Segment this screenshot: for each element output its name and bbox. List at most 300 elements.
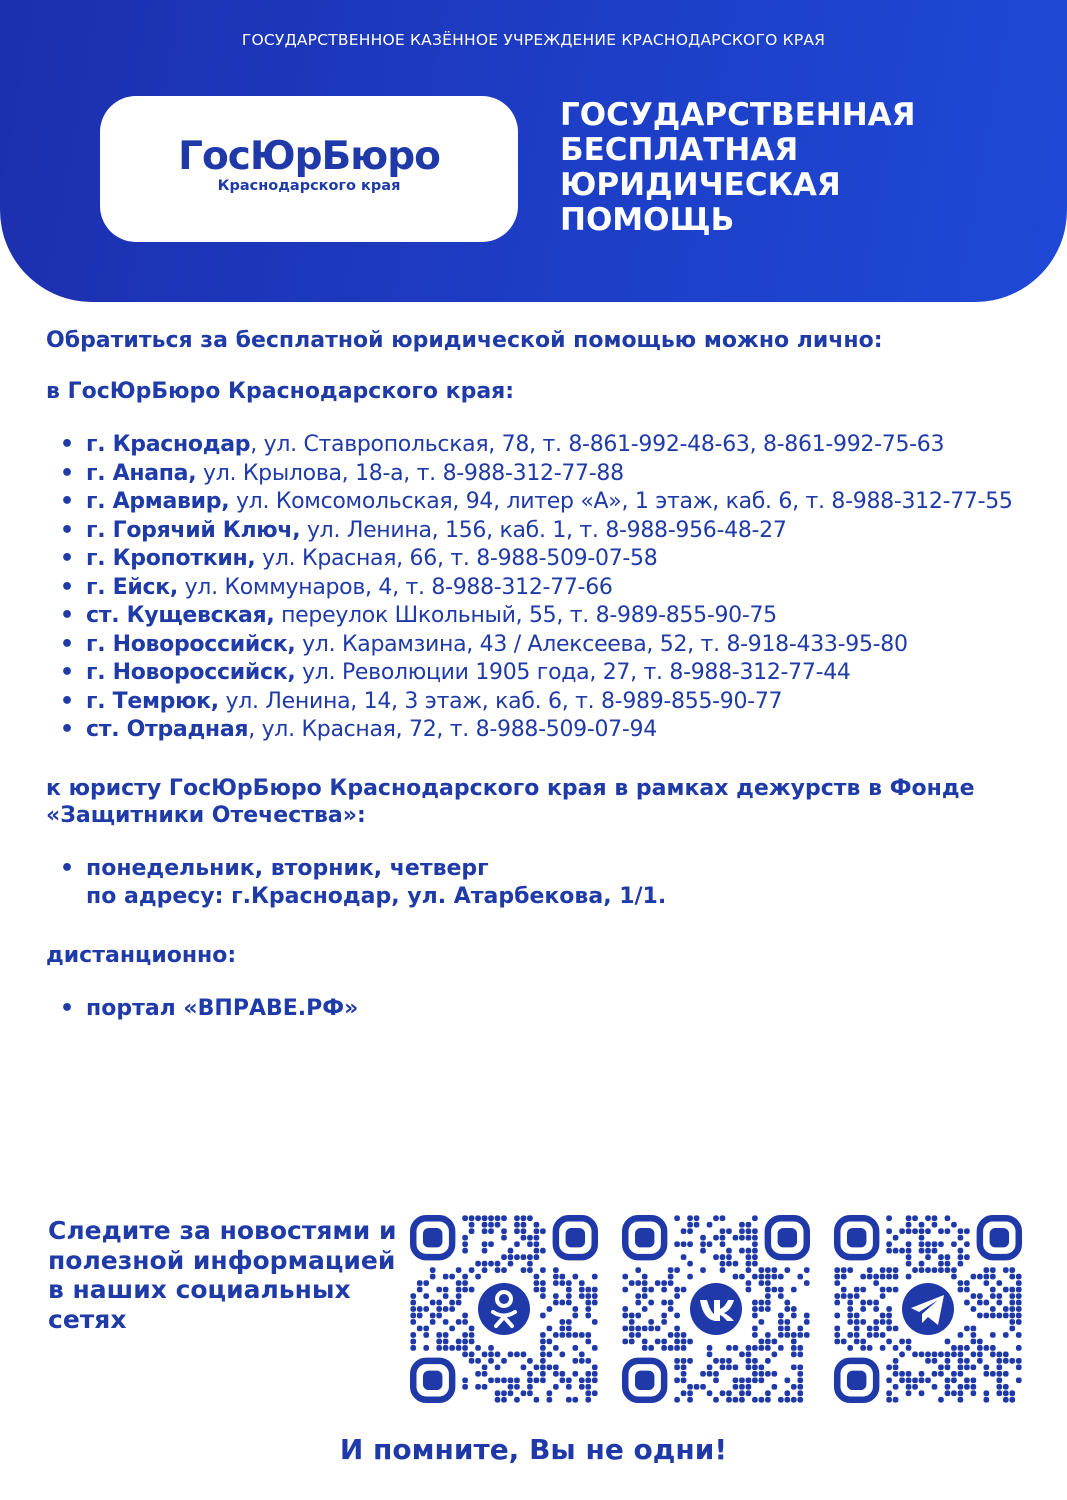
- qr-module: [668, 1306, 674, 1312]
- qr-module: [495, 1397, 501, 1403]
- qr-module: [469, 1215, 475, 1221]
- qr-module: [687, 1397, 693, 1403]
- qr-module: [860, 1319, 866, 1325]
- qr-telegram[interactable]: [834, 1215, 1022, 1403]
- qr-module: [925, 1352, 931, 1358]
- qr-module: [488, 1241, 494, 1247]
- qr-module: [925, 1248, 931, 1254]
- qr-module: [925, 1358, 931, 1364]
- qr-module: [674, 1293, 680, 1299]
- qr-module: [456, 1300, 462, 1306]
- qr-code: [834, 1215, 1022, 1403]
- qr-module: [945, 1365, 951, 1371]
- qr-module: [687, 1390, 693, 1396]
- qr-module: [475, 1371, 481, 1377]
- qr-module: [488, 1377, 494, 1383]
- qr-module: [553, 1293, 559, 1299]
- qr-module: [674, 1332, 680, 1338]
- qr-module: [739, 1274, 745, 1280]
- qr-module: [681, 1371, 687, 1377]
- qr-module: [847, 1313, 853, 1319]
- qr-module: [854, 1339, 860, 1345]
- main-content: [46, 327, 1036, 1053]
- qr-module: [713, 1254, 719, 1260]
- qr-module: [592, 1319, 598, 1325]
- office-city: г. Армавир,: [86, 489, 230, 514]
- qr-module: [713, 1235, 719, 1241]
- qr-module: [534, 1280, 540, 1286]
- qr-module: [951, 1274, 957, 1280]
- qr-module: [1016, 1358, 1022, 1364]
- qr-module: [759, 1365, 765, 1371]
- qr-module: [674, 1241, 680, 1247]
- qr-finder-eye: [423, 1371, 442, 1390]
- qr-module: [648, 1345, 654, 1351]
- qr-module: [508, 1384, 514, 1390]
- qr-finder-eye: [635, 1228, 654, 1247]
- qr-module: [661, 1300, 667, 1306]
- qr-module: [540, 1228, 546, 1234]
- qr-module: [681, 1345, 687, 1351]
- qr-module: [873, 1274, 879, 1280]
- qr-module: [661, 1287, 667, 1293]
- qr-module: [746, 1235, 752, 1241]
- qr-module: [423, 1332, 429, 1338]
- qr-module: [681, 1365, 687, 1371]
- qr-module: [501, 1390, 507, 1396]
- qr-module: [772, 1371, 778, 1377]
- qr-module: [560, 1377, 566, 1383]
- qr-module: [482, 1228, 488, 1234]
- qr-module: [449, 1274, 455, 1280]
- qr-module: [919, 1390, 925, 1396]
- office-city: г. Темрюк,: [86, 688, 219, 714]
- qr-module: [932, 1358, 938, 1364]
- qr-module: [880, 1332, 886, 1338]
- qr-module: [540, 1345, 546, 1351]
- qr-module: [488, 1352, 494, 1358]
- qr-module: [746, 1228, 752, 1234]
- office-details: , ул. Красная, 72, т. 8-988-509-07-94: [248, 717, 657, 742]
- qr-module: [592, 1300, 598, 1306]
- qr-module: [668, 1345, 674, 1351]
- qr-module: [579, 1352, 585, 1358]
- qr-module: [726, 1345, 732, 1351]
- qr-module: [560, 1371, 566, 1377]
- qr-module: [430, 1267, 436, 1273]
- qr-module: [984, 1280, 990, 1286]
- qr-module: [720, 1358, 726, 1364]
- qr-module: [449, 1345, 455, 1351]
- qr-module: [797, 1390, 803, 1396]
- qr-module: [648, 1287, 654, 1293]
- office-item: [46, 631, 1036, 660]
- qr-module: [560, 1319, 566, 1325]
- qr-module: [834, 1339, 840, 1345]
- qr-module: [847, 1306, 853, 1312]
- qr-module: [462, 1384, 468, 1390]
- qr-module: [707, 1345, 713, 1351]
- qr-module: [700, 1371, 706, 1377]
- qr-module: [925, 1267, 931, 1273]
- qr-module: [560, 1326, 566, 1332]
- qr-module: [990, 1313, 996, 1319]
- qr-module: [534, 1274, 540, 1280]
- qr-module: [585, 1371, 591, 1377]
- qr-module: [540, 1287, 546, 1293]
- qr-module: [867, 1300, 873, 1306]
- qr-module: [886, 1215, 892, 1221]
- qr-module: [534, 1365, 540, 1371]
- qr-module: [495, 1377, 501, 1383]
- qr-module: [919, 1261, 925, 1267]
- qr-module: [1009, 1397, 1015, 1403]
- qr-module: [635, 1326, 641, 1332]
- qr-module: [508, 1352, 514, 1358]
- qr-module: [778, 1397, 784, 1403]
- qr-module: [1016, 1300, 1022, 1306]
- qr-module: [462, 1241, 468, 1247]
- qr-module: [784, 1267, 790, 1273]
- qr-module: [720, 1241, 726, 1247]
- qr-module: [919, 1241, 925, 1247]
- qr-module: [906, 1339, 912, 1345]
- qr-module: [990, 1287, 996, 1293]
- qr-module: [1009, 1287, 1015, 1293]
- qr-module: [668, 1274, 674, 1280]
- qr-module: [873, 1319, 879, 1325]
- qr-module: [938, 1371, 944, 1377]
- qr-module: [990, 1306, 996, 1312]
- qr-module: [1009, 1358, 1015, 1364]
- qr-module: [462, 1313, 468, 1319]
- qr-module: [707, 1371, 713, 1377]
- qr-module: [423, 1293, 429, 1299]
- qr-module: [886, 1267, 892, 1273]
- qr-module: [527, 1358, 533, 1364]
- qr-module: [534, 1241, 540, 1247]
- qr-module: [585, 1377, 591, 1383]
- qr-module: [495, 1222, 501, 1228]
- follow-text: Следите за новостями и полезной информацией в наших социальных сетях: [48, 1216, 397, 1334]
- qr-odnoklassniki[interactable]: [410, 1215, 598, 1403]
- telegram-icon: [898, 1279, 958, 1339]
- qr-module: [410, 1300, 416, 1306]
- qr-module: [508, 1390, 514, 1396]
- qr-module: [971, 1390, 977, 1396]
- qr-module: [765, 1280, 771, 1286]
- qr-module: [996, 1280, 1002, 1286]
- qr-module: [854, 1293, 860, 1299]
- qr-module: [752, 1397, 758, 1403]
- qr-module: [971, 1339, 977, 1345]
- qr-module: [733, 1397, 739, 1403]
- qr-module: [1003, 1390, 1009, 1396]
- qr-module: [462, 1248, 468, 1254]
- qr-module: [867, 1274, 873, 1280]
- qr-module: [572, 1332, 578, 1338]
- qr-module: [585, 1390, 591, 1396]
- footer-slogan: И помните, Вы не одни!: [339, 1433, 728, 1466]
- qr-module: [495, 1390, 501, 1396]
- qr-module: [475, 1274, 481, 1280]
- qr-module: [482, 1215, 488, 1221]
- qr-module: [860, 1287, 866, 1293]
- qr-module: [635, 1267, 641, 1273]
- qr-module: [443, 1293, 449, 1299]
- qr-module: [804, 1313, 810, 1319]
- qr-module: [938, 1261, 944, 1267]
- qr-module: [958, 1254, 964, 1260]
- qr-module: [449, 1326, 455, 1332]
- qr-module: [919, 1222, 925, 1228]
- qr-module: [622, 1306, 628, 1312]
- qr-module: [642, 1326, 648, 1332]
- qr-module: [765, 1390, 771, 1396]
- qr-module: [547, 1365, 553, 1371]
- qr-module: [873, 1326, 879, 1332]
- qr-module: [443, 1319, 449, 1325]
- qr-finder-eye: [847, 1371, 866, 1390]
- qr-module: [642, 1306, 648, 1312]
- qr-module: [674, 1339, 680, 1345]
- qr-module: [886, 1241, 892, 1247]
- qr-module: [958, 1261, 964, 1267]
- qr-module: [880, 1319, 886, 1325]
- qr-module: [752, 1241, 758, 1247]
- qr-module: [553, 1332, 559, 1338]
- bureau-heading: в ГосЮрБюро Краснодарского края:: [46, 379, 515, 404]
- qr-module: [733, 1377, 739, 1383]
- qr-module: [765, 1306, 771, 1312]
- qr-module: [765, 1287, 771, 1293]
- qr-module: [746, 1280, 752, 1286]
- qr-module: [765, 1397, 771, 1403]
- qr-module: [752, 1358, 758, 1364]
- qr-module: [469, 1358, 475, 1364]
- qr-module: [553, 1267, 559, 1273]
- qr-module: [951, 1267, 957, 1273]
- qr-module: [681, 1358, 687, 1364]
- office-city: г. Новороссийск,: [86, 660, 296, 685]
- qr-module: [752, 1235, 758, 1241]
- qr-module: [977, 1313, 983, 1319]
- qr-module: [501, 1254, 507, 1260]
- qr-module: [906, 1261, 912, 1267]
- qr-module: [720, 1267, 726, 1273]
- qr-module: [482, 1352, 488, 1358]
- office-details: ул. Комсомольская, 94, литер «А», 1 этаж, каб. 6, т. 8-988-312-77-55: [229, 489, 1013, 514]
- qr-module: [707, 1390, 713, 1396]
- qr-module: [938, 1254, 944, 1260]
- qr-module: [694, 1222, 700, 1228]
- qr-module: [1016, 1365, 1022, 1371]
- qr-module: [899, 1248, 905, 1254]
- qr-module: [958, 1287, 964, 1293]
- qr-module: [687, 1261, 693, 1267]
- qr-module: [585, 1300, 591, 1306]
- qr-module: [592, 1390, 598, 1396]
- qr-module: [791, 1365, 797, 1371]
- qr-module: [759, 1274, 765, 1280]
- qr-module: [1003, 1332, 1009, 1338]
- qr-module: [566, 1326, 572, 1332]
- qr-module: [540, 1377, 546, 1383]
- qr-module: [482, 1384, 488, 1390]
- qr-vkontakte[interactable]: [622, 1215, 810, 1403]
- qr-module: [436, 1300, 442, 1306]
- header-title: [560, 98, 1060, 238]
- office-city: ст. Кущевская,: [86, 603, 275, 628]
- qr-module: [482, 1261, 488, 1267]
- qr-module: [700, 1384, 706, 1390]
- qr-module: [674, 1313, 680, 1319]
- qr-module: [521, 1390, 527, 1396]
- qr-module: [1003, 1352, 1009, 1358]
- qr-module: [726, 1254, 732, 1260]
- qr-module: [436, 1313, 442, 1319]
- qr-module: [547, 1352, 553, 1358]
- qr-module: [964, 1358, 970, 1364]
- qr-module: [971, 1306, 977, 1312]
- qr-module: [720, 1390, 726, 1396]
- qr-module: [971, 1352, 977, 1358]
- qr-finder-eye: [990, 1228, 1009, 1247]
- duty-days: понедельник, вторник, четверг: [86, 855, 489, 881]
- qr-module: [726, 1228, 732, 1234]
- qr-module: [893, 1248, 899, 1254]
- odnoklassniki-icon: [474, 1279, 534, 1339]
- qr-module: [629, 1332, 635, 1338]
- qr-module: [977, 1345, 983, 1351]
- qr-module: [752, 1274, 758, 1280]
- qr-module: [765, 1300, 771, 1306]
- qr-module: [906, 1228, 912, 1234]
- qr-module: [482, 1365, 488, 1371]
- qr-module: [1003, 1358, 1009, 1364]
- qr-module: [873, 1306, 879, 1312]
- qr-finder-eye: [778, 1228, 797, 1247]
- qr-module: [867, 1267, 873, 1273]
- qr-module: [759, 1345, 765, 1351]
- qr-module: [635, 1293, 641, 1299]
- qr-module: [971, 1365, 977, 1371]
- qr-module: [566, 1319, 572, 1325]
- vk-icon: [686, 1279, 746, 1339]
- qr-module: [495, 1261, 501, 1267]
- qr-module: [674, 1267, 680, 1273]
- qr-module: [797, 1377, 803, 1383]
- qr-module: [681, 1287, 687, 1293]
- qr-module: [834, 1326, 840, 1332]
- qr-module: [488, 1261, 494, 1267]
- qr-module: [739, 1384, 745, 1390]
- qr-module: [778, 1319, 784, 1325]
- qr-module: [592, 1377, 598, 1383]
- qr-module: [746, 1222, 752, 1228]
- office-item: [46, 688, 1036, 717]
- qr-module: [841, 1287, 847, 1293]
- qr-module: [804, 1332, 810, 1338]
- qr-module: [733, 1235, 739, 1241]
- qr-module: [566, 1377, 572, 1383]
- qr-module: [443, 1332, 449, 1338]
- qr-module: [553, 1384, 559, 1390]
- qr-module: [521, 1222, 527, 1228]
- qr-module: [1003, 1371, 1009, 1377]
- qr-module: [410, 1339, 416, 1345]
- qr-module: [501, 1235, 507, 1241]
- qr-module: [899, 1228, 905, 1234]
- qr-module: [482, 1371, 488, 1377]
- qr-module: [553, 1345, 559, 1351]
- qr-module: [668, 1332, 674, 1338]
- qr-module: [945, 1261, 951, 1267]
- qr-module: [739, 1248, 745, 1254]
- qr-module: [687, 1358, 693, 1364]
- qr-module: [560, 1280, 566, 1286]
- qr-module: [906, 1274, 912, 1280]
- qr-module: [521, 1228, 527, 1234]
- qr-module: [668, 1300, 674, 1306]
- qr-module: [797, 1397, 803, 1403]
- qr-module: [860, 1274, 866, 1280]
- qr-module: [1016, 1274, 1022, 1280]
- qr-module: [436, 1332, 442, 1338]
- qr-module: [746, 1267, 752, 1273]
- qr-module: [674, 1326, 680, 1332]
- qr-module: [547, 1339, 553, 1345]
- qr-module: [958, 1358, 964, 1364]
- qr-module: [880, 1287, 886, 1293]
- qr-module: [508, 1261, 514, 1267]
- qr-module: [540, 1267, 546, 1273]
- qr-module: [469, 1222, 475, 1228]
- qr-module: [501, 1228, 507, 1234]
- qr-module: [585, 1384, 591, 1390]
- qr-module: [932, 1267, 938, 1273]
- qr-module: [514, 1222, 520, 1228]
- qr-module: [687, 1215, 693, 1221]
- qr-module: [674, 1287, 680, 1293]
- qr-module: [752, 1345, 758, 1351]
- header-title-line: ПОМОЩЬ: [560, 202, 735, 238]
- remote-item[interactable]: • портал «ВПРАВЕ.РФ»: [46, 995, 1036, 1024]
- qr-module: [971, 1293, 977, 1299]
- qr-module: [501, 1397, 507, 1403]
- qr-module: [629, 1319, 635, 1325]
- qr-module: [635, 1332, 641, 1338]
- logo-title: ГосЮрБюро: [178, 134, 440, 179]
- qr-module: [893, 1371, 899, 1377]
- qr-module: [410, 1345, 416, 1351]
- qr-module: [938, 1397, 944, 1403]
- qr-module: [958, 1280, 964, 1286]
- qr-module: [534, 1228, 540, 1234]
- qr-module: [475, 1215, 481, 1221]
- qr-module: [681, 1228, 687, 1234]
- qr-module: [899, 1352, 905, 1358]
- qr-module: [540, 1332, 546, 1338]
- qr-module: [893, 1235, 899, 1241]
- qr-module: [797, 1345, 803, 1351]
- qr-module: [560, 1274, 566, 1280]
- qr-module: [977, 1293, 983, 1299]
- qr-module: [886, 1228, 892, 1234]
- qr-module: [958, 1397, 964, 1403]
- qr-module: [655, 1339, 661, 1345]
- qr-module: [880, 1274, 886, 1280]
